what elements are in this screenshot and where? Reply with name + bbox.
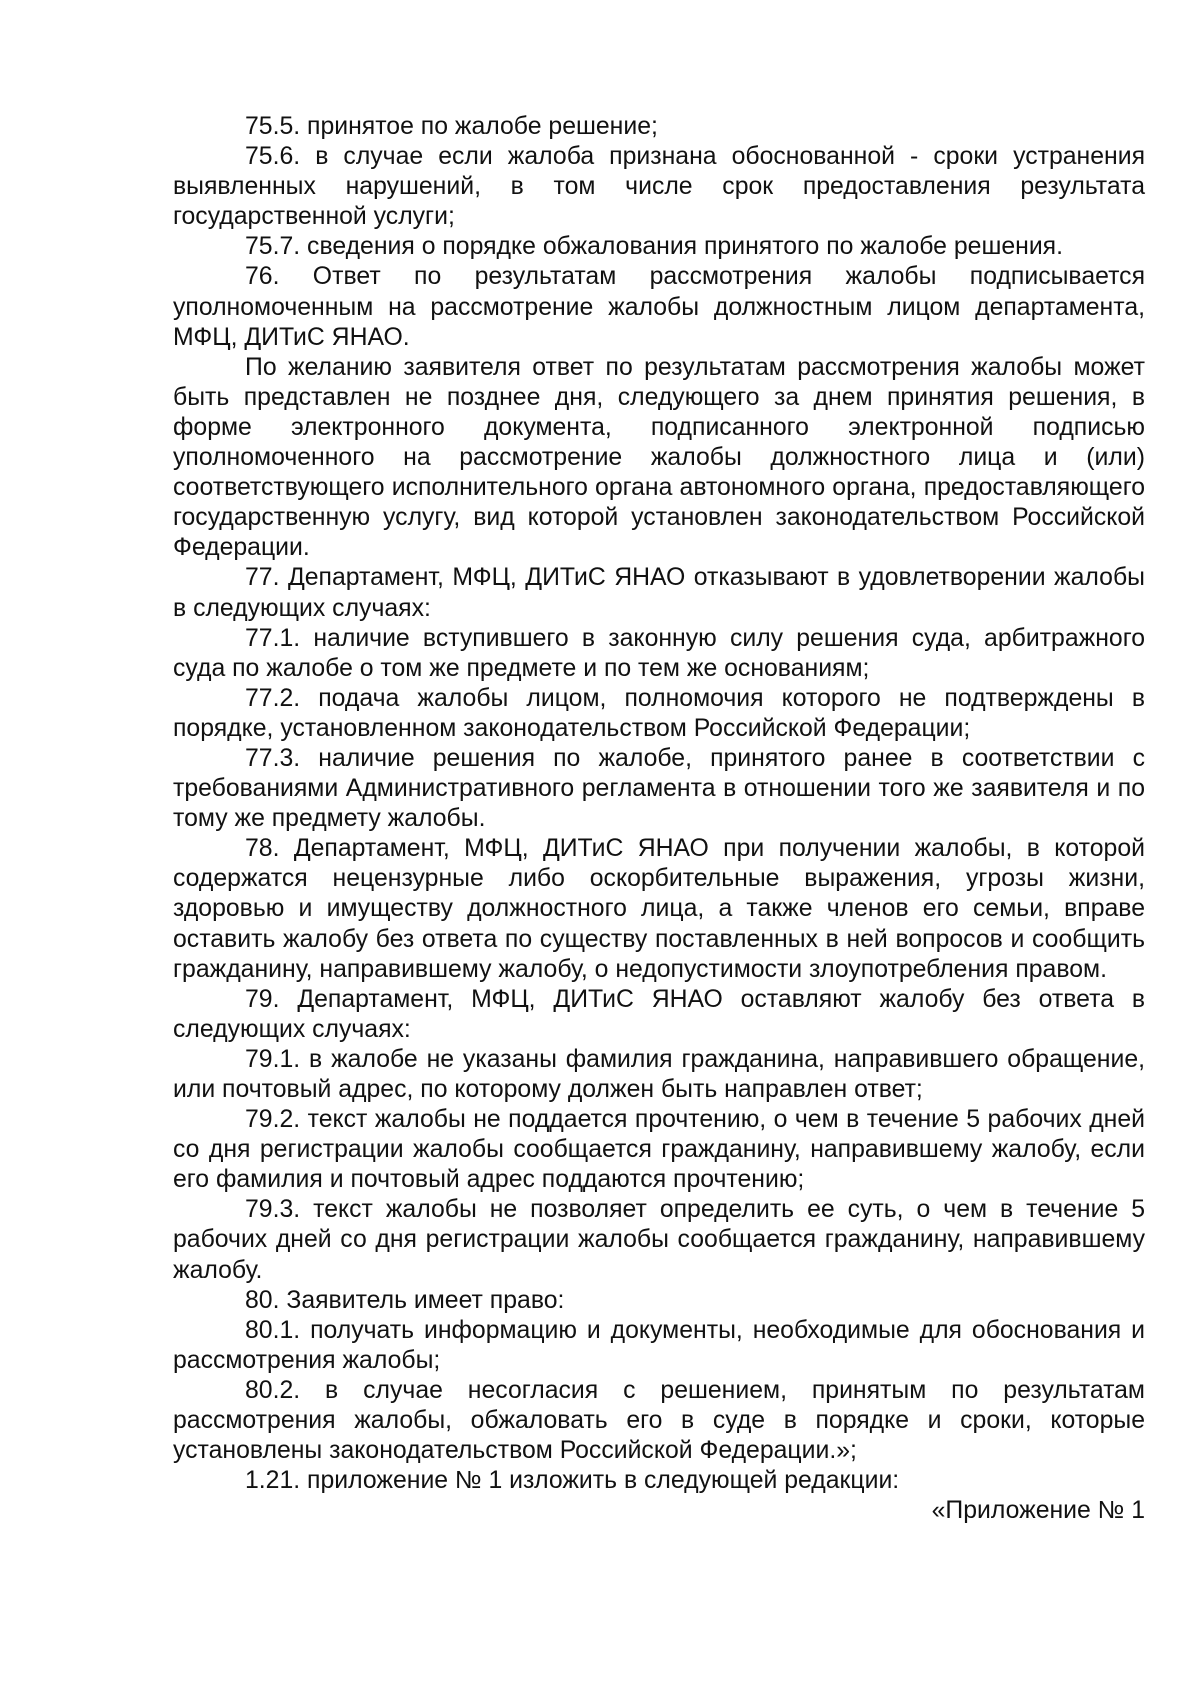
paragraph-77: 77. Департамент, МФЦ, ДИТиС ЯНАО отказывают в удовлетворении жалобы в следующих случаях: [173,564,1145,622]
paragraph-75-6: 75.6. в случае если жалоба признана обоснованной - сроки устранения выявленных нарушений, в том числе срок предоставления результата государственной услуги; [173,143,1145,231]
paragraph-77-1: 77.1. наличие вступившего в законную силу решения суда, арбитражного суда по жалобе о том же предмете и по тем же основаниям; [173,624,1145,682]
paragraph-78: 78. Департамент, МФЦ, ДИТиС ЯНАО при получении жалобы, в которой содержатся нецензурные либо оскорбительные выражения, угрозы жизни, здоровью и имуществу должностного лица, а также членов его семьи, вправе оставить жалобу без ответа по существу поставленных в ней вопросов и сообщить гражданину, направившему жалобу, о недопустимости злоупотребления правом. [173,835,1145,983]
paragraph-75-5: 75.5. принятое по жалобе решение; [245,113,658,140]
paragraph-80-2: 80.2. в случае несогласия с решением, принятым по результатам рассмотрения жалобы, обжаловать его в суде в порядке и сроки, которые установлены законодательством Российской Федерации.»; [173,1376,1145,1465]
paragraph-77-2: 77.2. подача жалобы лицом, полномочия которого не подтверждены в порядке, установленном законодательством Российской Федерации; [173,684,1145,742]
paragraph-80-1: 80.1. получать информацию и документы, необходимые для обоснования и рассмотрения жалобы; [173,1316,1145,1374]
appendix-label: «Приложение № 1 [931,1497,1145,1525]
paragraph-79-1: 79.1. в жалобе не указаны фамилия гражданина, направившего обращение, или почтовый адрес, по которому должен быть направлен ответ; [173,1045,1145,1103]
paragraph-77-3: 77.3. наличие решения по жалобе, принятого ранее в соответствии с требованиями Административного регламента в отношении того же заявителя и по тому же предмету жалобы. [173,744,1145,833]
paragraph-79: 79. Департамент, МФЦ, ДИТиС ЯНАО оставляют жалобу без ответа в следующих случаях: [173,985,1145,1043]
paragraph-79-2: 79.2. текст жалобы не поддается прочтению, о чем в течение 5 рабочих дней со дня регистрации жалобы сообщается гражданину, направившему жалобу, если его фамилия и почтовый адрес поддаются прочтению; [173,1106,1145,1194]
paragraph-1-21: 1.21. приложение № 1 изложить в следующей редакции: [245,1467,900,1495]
paragraph-75-7: 75.7. сведения о порядке обжалования принятого по жалобе решения. [245,233,1063,261]
document-page [173,112,1145,1526]
paragraph-76: 76. Ответ по результатам рассмотрения жалобы подписывается уполномоченным на рассмотрение жалобы должностным лицом департамента, МФЦ, ДИТиС ЯНАО. [173,263,1145,351]
paragraph-76-electronic-answer: По желанию заявителя ответ по результатам рассмотрения жалобы может быть представлен не позднее дня, следующего за днем принятия решения, в форме электронного документа, подписанного электронной подписью уполномоченного на рассмотрение жалобы должностного лица и (или) соответствующего исполнительного органа автономного органа, предоставляющего государственную услугу, вид которой установлен законодательством Российской Федерации. [173,353,1145,562]
paragraph-79-3: 79.3. текст жалобы не позволяет определить ее суть, о чем в течение 5 рабочих дней со дня регистрации жалобы сообщается гражданину, направившему жалобу. [173,1196,1145,1284]
paragraph-80: 80. Заявитель имеет право: [245,1286,565,1314]
